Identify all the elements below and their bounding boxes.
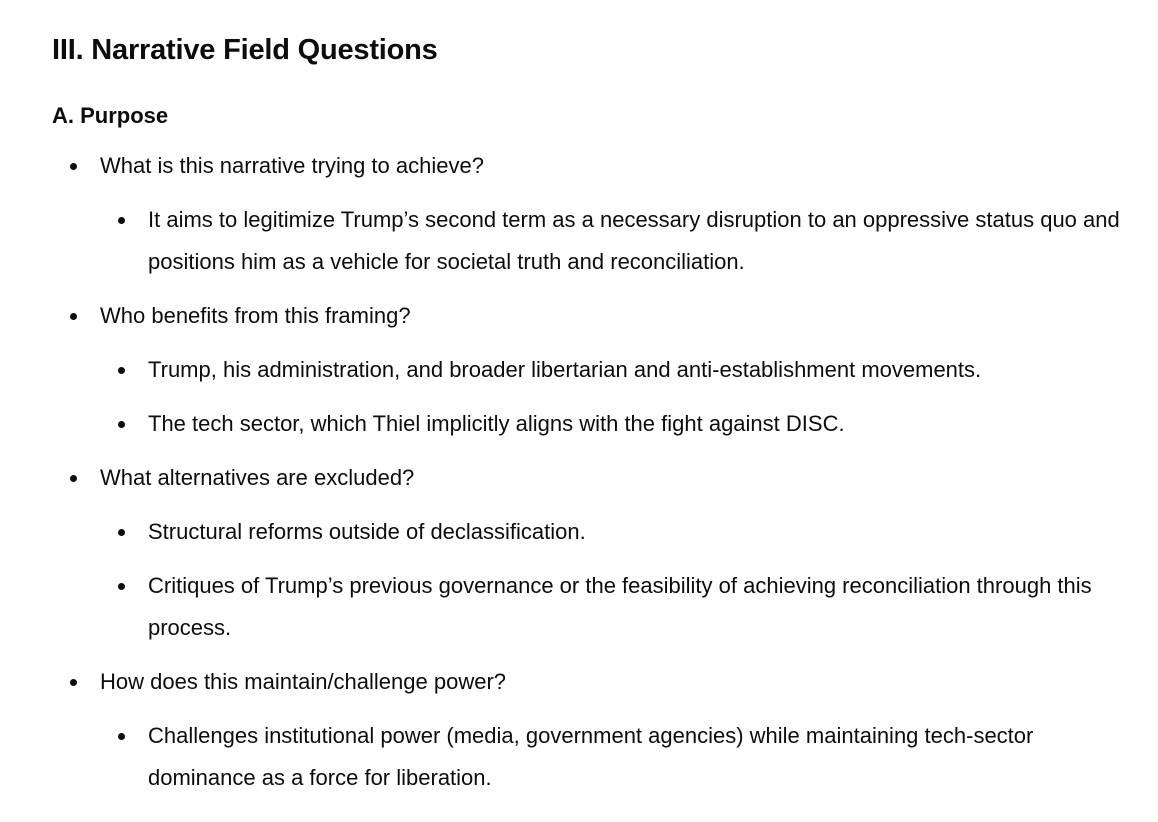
answer-item — [100, 403, 1132, 445]
question-text: Who benefits from this framing? — [100, 303, 411, 328]
bullet-icon — [118, 367, 125, 374]
section-title: III. Narrative Field Questions — [52, 34, 438, 66]
answer-item — [100, 349, 1132, 391]
question-text: How does this maintain/challenge power? — [100, 669, 507, 694]
bullet-icon — [118, 733, 125, 740]
answer-item — [100, 565, 1132, 649]
question-text: What is this narrative trying to achieve? — [100, 153, 484, 178]
answer-text: It aims to legitimize Trump’s second term as a necessary disruption to an oppressive status quo and positions him as a vehicle for societal truth and reconciliation. — [148, 207, 1120, 274]
answer-list — [100, 199, 1132, 283]
bullet-icon — [70, 475, 77, 482]
bullet-icon — [70, 163, 77, 170]
answer-text: Challenges institutional power (media, government agencies) while maintaining tech-sector dominance as a force for liberation. — [148, 723, 1034, 790]
subsection-title: A. Purpose — [52, 103, 169, 128]
answer-text: The tech sector, which Thiel implicitly aligns with the fight against DISC. — [148, 411, 845, 436]
bullet-icon — [118, 217, 125, 224]
bullet-icon — [118, 421, 125, 428]
answer-text: Trump, his administration, and broader libertarian and anti-establishment movements. — [148, 357, 982, 382]
bullet-icon — [118, 583, 125, 590]
answer-item — [100, 199, 1132, 283]
answer-text: Critiques of Trump’s previous governance or the feasibility of achieving reconciliation through this process. — [148, 573, 1092, 640]
answer-text: Structural reforms outside of declassification. — [148, 519, 586, 544]
question-item — [52, 457, 1132, 649]
answer-list — [100, 715, 1132, 799]
question-list — [52, 145, 1132, 811]
question-item — [52, 295, 1132, 445]
answer-list — [100, 349, 1132, 445]
answer-list — [100, 511, 1132, 649]
question-item — [52, 145, 1132, 283]
question-text: What alternatives are excluded? — [100, 465, 415, 490]
bullet-icon — [70, 679, 77, 686]
bullet-icon — [70, 313, 77, 320]
answer-item — [100, 511, 1132, 553]
answer-item — [100, 715, 1132, 799]
question-item — [52, 661, 1132, 799]
bullet-icon — [118, 529, 125, 536]
